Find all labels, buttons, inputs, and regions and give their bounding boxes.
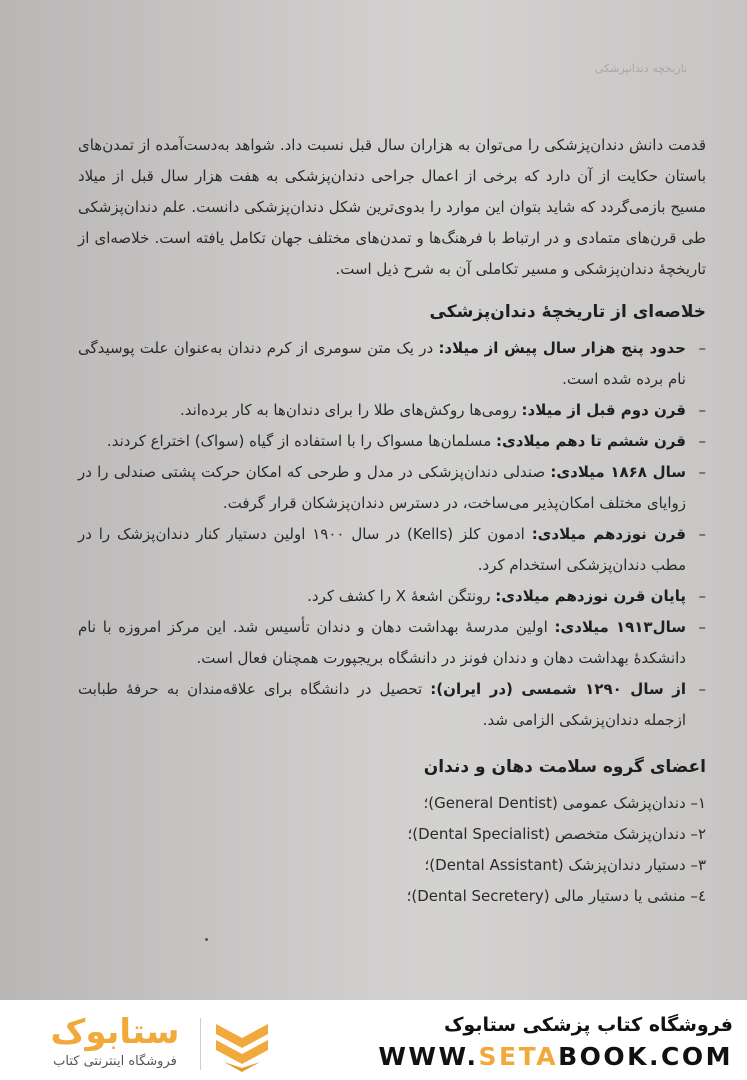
timeline-text: ادمون کلز (Kells) در سال ۱۹۰۰ اولین دستیار کنار دندان‌پزشک را در مطب دندان‌پزشکی استخدام کرد. [78,525,686,574]
timeline-label: قرن دوم قبل از میلاد: [521,401,686,419]
member-item: ۲– دندان‌پزشک متخصص (Dental Specialist)؛ [407,825,706,843]
dash-bullet: – [698,432,706,450]
member-item: ۳– دستیار دندان‌پزشک (Dental Assistant)؛ [424,856,706,874]
timeline-text: مسلمان‌ها مسواک را با استفاده از گیاه (سواک) اختراع کردند. [106,432,496,450]
store-name: فروشگاه کتاب پزشکی ستابوک [443,1014,733,1036]
timeline-label: پایان قرن نوزدهم میلادی: [495,587,686,605]
timeline-label: سال۱۹۱۳ میلادی: [554,618,686,636]
timeline-label: حدود پنج هزار سال پیش از میلاد: [438,339,686,357]
timeline-label: قرن نوزدهم میلادی: [531,525,687,543]
dash-bullet: – [698,463,706,481]
store-footer-banner [0,1000,747,1080]
timeline-text: در یک متن سومری از کرم دندان به‌عنوان علت پوسیدگی نام برده شده است. [78,339,686,388]
setabook-logo-text: ستابوک [50,1012,180,1052]
dash-bullet: – [698,680,706,698]
timeline-item [78,426,706,457]
history-heading: خلاصه‌ای از تاریخچهٔ دندان‌پزشکی [429,302,706,322]
dash-bullet: – [698,401,706,419]
timeline-text: اولین مدرسهٔ بهداشت دهان و دندان تأسیس شد. این مرکز امروزه با نام دانشکدهٔ بهداشت دهان و دندان فونز در دانشگاه بریجپورت همچنان فعال است. [78,618,686,667]
store-url[interactable] [378,1042,733,1071]
timeline-item [78,674,706,736]
member-item: ٤– منشی یا دستیار مالی (Dental Secretery)؛ [406,887,706,905]
timeline-text: رونتگن اشعهٔ X را کشف کرد. [307,587,496,605]
timeline-text: رومی‌ها روکش‌های طلا را برای دندان‌ها به کار برده‌اند. [179,401,522,419]
timeline-text: تحصیل در دانشگاه برای علاقه‌مندان به حرفهٔ طبابت ازجمله دندان‌پزشکی الزامی شد. [78,680,686,729]
timeline-item [78,612,706,674]
url-prefix: WWW. [378,1042,479,1071]
setabook-logo-tagline: فروشگاه اینترنتی کتاب [53,1054,177,1069]
timeline-label: از سال ۱۲۹۰ شمسی (در ایران): [430,680,686,698]
timeline-item [78,581,706,612]
dash-bullet: – [698,525,706,543]
member-item: ۱– دندان‌پزشک عمومی (General Dentist)؛ [423,794,706,812]
dash-bullet: – [698,339,706,357]
timeline-label: سال ۱۸۶۸ میلادی: [550,463,686,481]
timeline-item [78,395,706,426]
timeline-item [78,519,706,581]
logo-divider [200,1018,201,1070]
dash-bullet: – [698,587,706,605]
members-list [78,788,706,912]
timeline-text: صندلی دندان‌پزشکی در مدل و طرحی که امکان حرکت پشتی صندلی را در زوایای مختلف امکان‌پذیر می‌ساخت، در دسترس دندان‌پزشکان قرار گرفت. [78,463,686,512]
url-accent: SETA [478,1042,559,1071]
timeline-item [78,457,706,519]
intro-paragraph: قدمت دانش دندان‌پزشکی را می‌توان به هزاران سال قبل نسبت داد. شواهد به‌دست‌آمده از تمدن‌های باستان حکایت از آن دارد که برخی از اعمال جراحی دندان‌پزشکی به هفت هزار سال قبل از میلاد مسیح بازمی‌گردد که شاید بتوان این موارد را بدوی‌ترین شکل دندان‌پزشکی دانست. علم دندان‌پزشکی طی قرن‌های متمادی و در ارتباط با فرهنگ‌ها و تمدن‌های مختلف جهان تکامل یافته است. خلاصه‌ای از تاریخچهٔ دندان‌پزشکی و مسیر تکاملی آن به شرح ذیل است. [78,136,706,278]
history-timeline [78,333,706,736]
dash-bullet: – [698,618,706,636]
page-speck [205,938,208,941]
chevron-logo-icon [212,1018,272,1072]
timeline-label: قرن ششم تا دهم میلادی: [496,432,686,450]
running-header: تاریخچه دندانپزشکی [594,62,687,75]
timeline-item [78,333,706,395]
members-heading: اعضای گروه سلامت دهان و دندان [423,757,706,777]
intro-section [78,130,706,285]
url-suffix: BOOK.COM [558,1042,733,1071]
page-content [78,130,706,912]
